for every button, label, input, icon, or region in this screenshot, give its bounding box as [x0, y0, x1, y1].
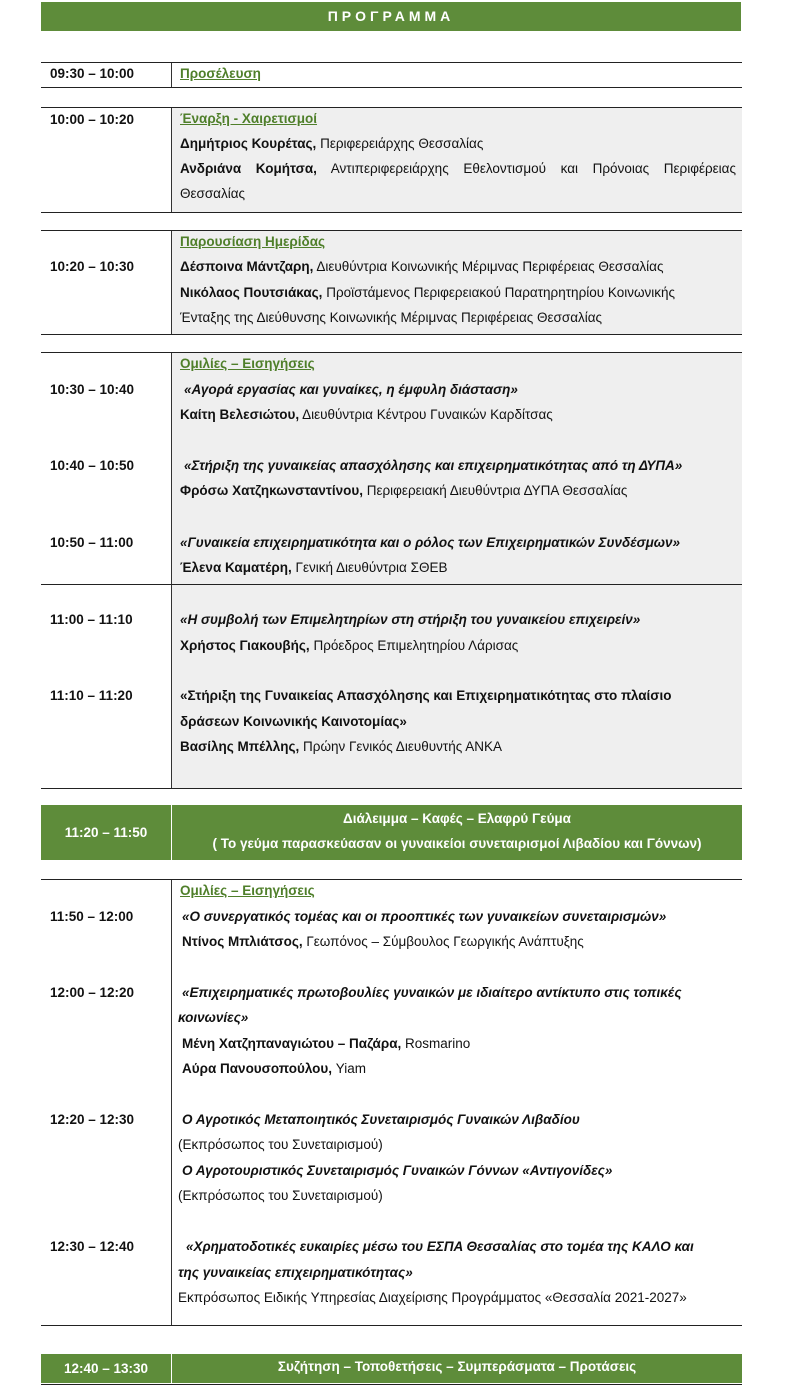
time-cell: 10:30 – 10:40 10:40 – 10:50 10:50 – 11:00	[50, 382, 135, 550]
speaker-line: Αύρα Πανουσοπούλου, Yiam	[182, 1061, 367, 1076]
break-title: Διάλειμμα – Καφές – Ελαφρύ Γεύμα	[343, 811, 571, 826]
speaker-line: Έλενα Καματέρη, Γενική Διευθύντρια ΣΘΕΒ	[180, 560, 448, 575]
closing-time: 12:40 – 13:30	[63, 1361, 149, 1376]
time-cell: 10:20 – 10:30	[50, 259, 135, 274]
talk-title: «Στήριξη της γυναικείας απασχόλησης και επιχειρηματικότητας από τη ΔΥΠΑ»	[184, 458, 683, 473]
bottom-rule	[41, 1384, 742, 1385]
opening-row	[41, 107, 742, 213]
talks-block-1	[41, 352, 742, 585]
section-label: Παρουσίαση Ημερίδας	[180, 234, 326, 249]
content-cell	[171, 585, 742, 788]
talk-sub: (Εκπρόσωπος του Συνεταιρισμού)	[178, 1188, 383, 1203]
talk-title: «Στήριξη της Γυναικείας Απασχόλησης και Επιχειρηματικότητας στο πλαίσιο	[180, 688, 672, 703]
talk-title-cont: της γυναικείας επιχειρηματικότητας»	[178, 1265, 413, 1280]
closing-title: Συζήτηση – Τοποθετήσεις – Συμπεράσματα – Προτάσεις	[277, 1359, 637, 1374]
talks-block-3	[41, 879, 742, 1326]
section-label: Έναρξη - Χαιρετισμοί	[180, 111, 318, 126]
talk-sub: Εκπρόσωπος Ειδικής Υπηρεσίας Διαχείρισης Προγράμματος «Θεσσαλία 2021-2027»	[178, 1290, 687, 1305]
talk-title: «Ο συνεργατικός τομέας και οι προοπτικές των γυναικείων συνεταιρισμών»	[182, 909, 667, 924]
speaker-line-cont: Ένταξης της Διεύθυνσης Κοινωνικής Μέριμνας Περιφέρειας Θεσσαλίας	[180, 310, 603, 325]
section-label: Προσέλευση	[180, 66, 261, 81]
talk-title: «Χρηματοδοτικές ευκαιρίες μέσω του ΕΣΠΑ Θεσσαλίας στο τομέα της ΚΑΛΟ και	[186, 1239, 694, 1254]
arrival-row	[41, 62, 742, 88]
talk-title-cont: δράσεων Κοινωνικής Καινοτομίας»	[180, 714, 407, 729]
time-cell: 11:50 – 12:00 12:00 – 12:20 12:20 – 12:30 12:30 – 12:40	[50, 909, 135, 1254]
presentation-row	[41, 230, 742, 335]
closing-row	[41, 1354, 742, 1383]
talk-title: «Η συμβολή των Επιμελητηρίων στη στήριξη του γυναικείου επιχειρείν»	[180, 612, 641, 627]
speaker-line: Δημήτριος Κουρέτας, Περιφερειάρχης Θεσσαλίας	[180, 136, 484, 151]
break-row	[41, 805, 742, 860]
talk-title: «Γυναικεία επιχειρηματικότητα και ο ρόλος των Επιχειρηματικών Συνδέσμων»	[180, 535, 681, 550]
program-title: ΠΡΟΓΡΑΜΜΑ	[41, 2, 741, 31]
content-cell	[171, 880, 742, 1325]
talk-title: «Επιχειρηματικές πρωτοβουλίες γυναικών με ιδιαίτερο αντίκτυπο στις τοπικές	[182, 985, 682, 1000]
talk-sub: (Εκπρόσωπος του Συνεταιρισμού)	[178, 1137, 383, 1152]
time-cell: 11:00 – 11:10 11:10 – 11:20	[50, 612, 133, 703]
speaker-line-cont: Θεσσαλίας	[180, 186, 246, 201]
speaker-line: Νικόλαος Πουτσιάκας, Προϊστάμενος Περιφερειακού Παρατηρητηρίου Κοινωνικής	[180, 285, 676, 300]
content-cell	[171, 353, 742, 585]
talks-block-2	[41, 584, 742, 789]
section-label: Ομιλίες – Εισηγήσεις	[180, 356, 315, 371]
break-note: ( Το γεύμα παρασκεύασαν οι γυναικείοι συνεταιρισμοί Λιβαδίου και Γόννων)	[212, 836, 702, 851]
speaker-line: Δέσποινα Μάντζαρη, Διευθύντρια Κοινωνικής Μέριμνας Περιφέρειας Θεσσαλίας	[180, 259, 664, 274]
section-label: Ομιλίες – Εισηγήσεις	[180, 883, 315, 898]
talk-title: Ο Αγροτικός Μεταποιητικός Συνεταιρισμός Γυναικών Λιβαδίου	[182, 1112, 580, 1127]
talk-title: «Αγορά εργασίας και γυναίκες, η έμφυλη διάσταση»	[184, 382, 518, 397]
speaker-line: Καίτη Βελεσιώτου, Διευθύντρια Κέντρου Γυναικών Καρδίτσας	[180, 407, 553, 422]
content-cell	[171, 108, 742, 212]
speaker-line: Φρόσω Χατζηκωνσταντίνου, Περιφερειακή Διευθύντρια ΔΥΠΑ Θεσσαλίας	[180, 483, 628, 498]
time-cell: 09:30 – 10:00	[50, 66, 135, 81]
content-cell	[171, 63, 742, 87]
talk-title: Ο Αγροτουριστικός Συνεταιρισμός Γυναικών Γόννων «Αντιγονίδες»	[182, 1163, 613, 1178]
speaker-line: Χρήστος Γιακουβής, Πρόεδρος Επιμελητηρίου Λάρισας	[180, 638, 519, 653]
talk-title-cont: κοινωνίες»	[178, 1010, 249, 1025]
break-time: 11:20 – 11:50	[64, 825, 148, 840]
speaker-line: Ανδριάνα Κομήτσα, Αντιπεριφερειάρχης Εθελοντισμού και Πρόνοιας Περιφέρειας	[180, 161, 736, 176]
content-cell	[171, 231, 742, 334]
speaker-line: Μένη Χατζηπαναγιώτου – Παζάρα, Rosmarino	[182, 1036, 471, 1051]
time-cell: 10:00 – 10:20	[50, 112, 135, 127]
speaker-line: Ντίνος Μπλιάτσος, Γεωπόνος – Σύμβουλος Γεωργικής Ανάπτυξης	[182, 934, 584, 949]
speaker-line: Βασίλης Μπέλλης, Πρώην Γενικός Διευθυντής ΑΝΚΑ	[180, 739, 502, 754]
